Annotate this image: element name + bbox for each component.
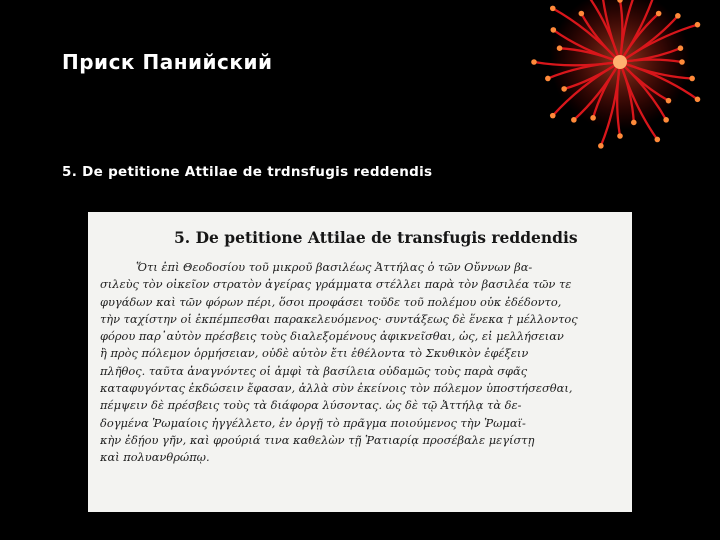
greek-text-line: φυγάδων καὶ τῶν φόρων πέρι, ὅσοι προφάσει τοῦδε τοῦ πολέμου οὐκ ἐδέδοντο, bbox=[100, 294, 562, 309]
slide-title: Приск Панийский bbox=[62, 50, 273, 74]
greek-text-line: φόρου παρ᾽αὐτὸν πρέσβεις τοὺς διαλεξομένους ἀφικνεῖσθαι, ὡς, εἰ μελλήσειαν bbox=[100, 329, 564, 344]
greek-text-line: σιλεὺς τὸν οἰκεῖον στρατὸν ἀγείρας γράμματα στέλλει παρὰ τὸν βασιλέα τῶν τε bbox=[100, 277, 572, 292]
greek-text-line: καὶ πολυανθρώπῳ. bbox=[100, 450, 210, 465]
greek-text-line: τὴν ταχίστην οἱ ἐκπέμπεσθαι παρακελευόμενος· συντάξεως δὲ ἕνεκα † μέλλοντος bbox=[100, 311, 578, 326]
greek-text-line: Ὅτι ἐπὶ Θεοδοσίου τοῦ μικροῦ βασιλέως Ἀττήλας ὁ τῶν Οὔννων βα- bbox=[136, 260, 533, 274]
greek-text-block bbox=[100, 259, 620, 467]
scanned-text-image bbox=[88, 212, 632, 512]
greek-text-line: κὴν ἐδῄου γῆν, καὶ φρούριά τινα καθελὼν τῇ Ῥατιαρίᾳ προσέβαλε μεγίστῃ bbox=[100, 432, 535, 447]
scan-heading: 5. De petitione Attilae de transfugis reddendis bbox=[174, 228, 578, 247]
greek-text-line: δογμένα Ῥωμαίοις ἠγγέλλετο, ἐν ὀργῇ τὸ πρᾶγμα ποιούμενος τὴν Ῥωμαϊ- bbox=[100, 415, 526, 430]
greek-text-line: καταφυγόντας ἐκδώσειν ἔφασαν, ἀλλὰ σὺν ἐκείνοις τὸν πόλεμον ὑποστήσεσθαι, bbox=[100, 381, 573, 396]
greek-text-line: ἢ πρὸς πόλεμον ὁρμήσειαν, οὐδὲ αὐτὸν ἔτι ἐθέλοντα τὸ Σκυθικὸν ἐφέξειν bbox=[100, 346, 529, 361]
slide-subtitle: 5. De petitione Attilae de trdnsfugis reddendis bbox=[62, 164, 433, 180]
red-dandelion-ornament bbox=[470, 0, 720, 230]
greek-text-line: πλῆθος. ταῦτα ἀναγνόντες οἱ ἀμφὶ τὰ βασίλεια οὐδαμῶς τοὺς παρὰ σφᾶς bbox=[100, 363, 528, 378]
greek-text-line: πέμψειν δὲ πρέσβεις τοὺς τὰ διάφορα λύσοντας. ὡς δὲ τῷ Ἀττήλᾳ τὰ δε- bbox=[100, 398, 522, 413]
